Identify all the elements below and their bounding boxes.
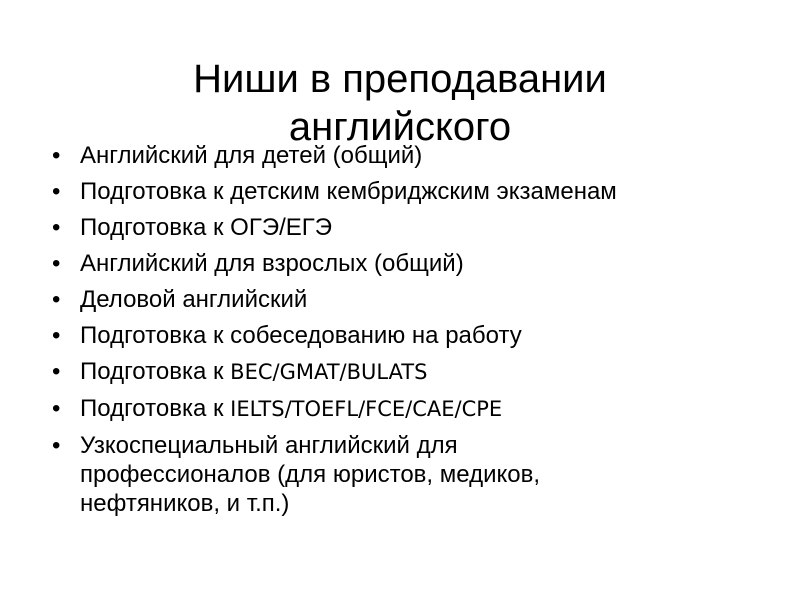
bullet-item — [52, 394, 772, 424]
bullet-item — [52, 249, 772, 278]
bullet-item — [52, 177, 772, 206]
bullet-item — [52, 141, 772, 170]
bullet-dot-icon: • — [52, 214, 61, 241]
title-line-2: английского — [288, 104, 512, 149]
bullet-text: Деловой английский — [80, 286, 308, 313]
title-line-1: Ниши в преподавании — [193, 56, 607, 101]
bullet-dot-icon: • — [52, 395, 61, 422]
bullet-item — [52, 357, 772, 387]
bullet-item — [52, 321, 772, 350]
bullet-text-prefix: Подготовка к — [80, 395, 231, 422]
bullet-dot-icon: • — [52, 358, 61, 385]
bullet-dot-icon: • — [52, 142, 61, 169]
bullet-text-prefix: Подготовка к — [80, 358, 231, 385]
bullet-text-exams: BEC/GMAT/BULATS — [230, 360, 428, 384]
bullet-dot-icon: • — [52, 322, 61, 349]
bullet-item — [52, 213, 772, 242]
bullet-dot-icon: • — [52, 432, 61, 459]
bullet-text-line: профессионалов (для юристов, медиков, — [80, 461, 541, 488]
bullet-item — [52, 285, 772, 314]
bullet-text-exams: IELTS/TOEFL/FCE/CAE/CPE — [230, 397, 503, 421]
bullet-list — [52, 141, 772, 525]
bullet-text: Английский для взрослых (общий) — [80, 250, 464, 277]
bullet-text: Подготовка к ОГЭ/ЕГЭ — [80, 214, 332, 241]
bullet-dot-icon: • — [52, 286, 61, 313]
bullet-text: Подготовка к детским кембриджским экзаменам — [80, 178, 617, 205]
bullet-text-line: Узкоспециальный английский для — [80, 432, 458, 459]
bullet-text: Английский для детей (общий) — [80, 142, 423, 169]
bullet-item — [52, 431, 772, 518]
slide-title — [0, 55, 800, 151]
bullet-text: Подготовка к собеседованию на работу — [80, 322, 522, 349]
bullet-dot-icon: • — [52, 250, 61, 277]
bullet-dot-icon: • — [52, 178, 61, 205]
bullet-text-line: нефтяников, и т.п.) — [80, 490, 290, 517]
